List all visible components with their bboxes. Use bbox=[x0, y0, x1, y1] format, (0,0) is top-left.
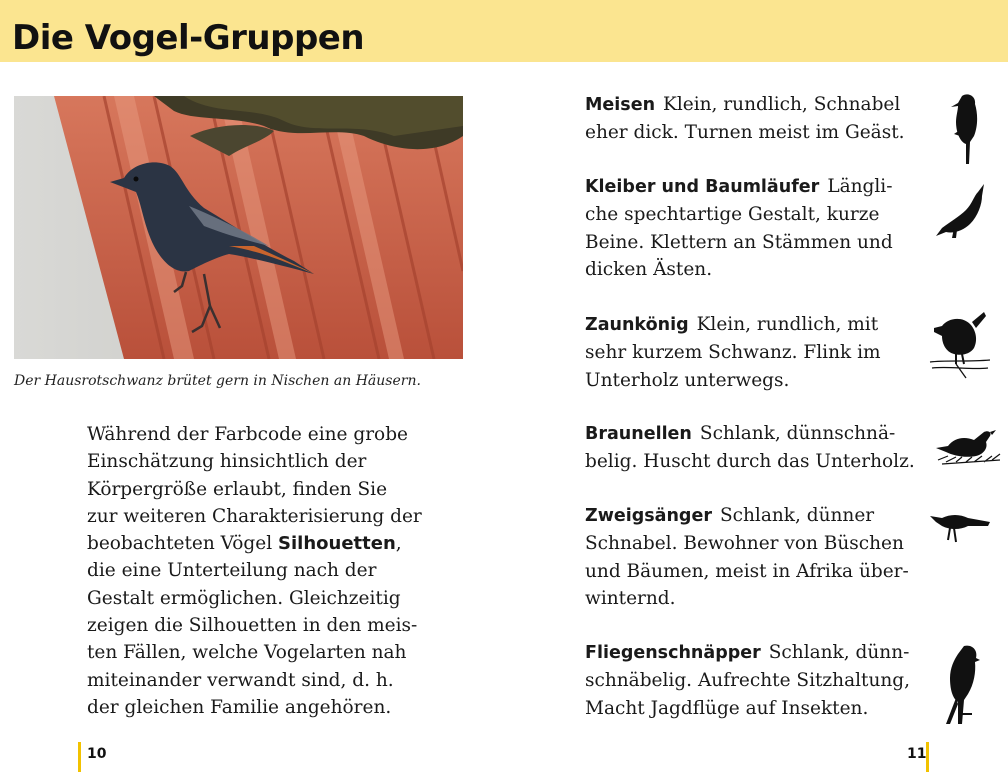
group-zweigsaenger: Zweigsänger Schlank, dünner Schnabel. Bewohner von Büschen und Bäumen, meist in Afrika über- winternd. bbox=[585, 505, 909, 609]
folio-bar-right bbox=[926, 742, 929, 772]
warbler-silhouette-icon bbox=[928, 508, 992, 544]
group-name: Zaunkönig bbox=[585, 315, 689, 335]
folio-bar-left bbox=[78, 742, 81, 772]
emphasis-silhouetten: Silhouetten bbox=[278, 533, 396, 555]
text-line: ten Fällen, welche Vogelarten nah bbox=[87, 642, 407, 664]
text-line: die eine Unterteilung nach der bbox=[87, 560, 377, 582]
group-name: Zweigsänger bbox=[585, 506, 712, 526]
tit-silhouette-icon bbox=[948, 92, 982, 166]
text-line: zur weiteren Charakterisierung der bbox=[87, 505, 422, 527]
group-braunellen: Braunellen Schlank, dünnschnä- belig. Huscht durch das Unterholz. bbox=[585, 423, 915, 473]
text-line: Während der Farbcode eine grobe bbox=[87, 424, 408, 445]
group-meisen: Meisen Klein, rundlich, Schnabel eher dick. Turnen meist im Geäst. bbox=[585, 94, 905, 144]
group-name: Braunellen bbox=[585, 424, 692, 444]
text-line: miteinander verwandt sind, d. h. bbox=[87, 669, 394, 691]
group-fliegenschnaepper: Fliegenschnäpper Schlank, dünn- schnäbelig. Aufrechte Sitzhaltung, Macht Jagdflüge auf Insekten. bbox=[585, 642, 911, 719]
text-line: Gestalt ermöglichen. Gleichzeitig bbox=[87, 587, 401, 609]
text-line: Einschätzung hinsichtlich der bbox=[87, 451, 367, 473]
flycatcher-silhouette-icon bbox=[942, 644, 982, 728]
group-kleiber: Kleiber und Baumläufer Längli- che spechtartige Gestalt, kurze Beine. Klettern an Stämmen und dicken Ästen. bbox=[585, 176, 893, 280]
page-title: Die Vogel-Gruppen bbox=[12, 18, 365, 58]
dunnock-silhouette-icon bbox=[934, 424, 1004, 468]
group-zaunkoenig: Zaunkönig Klein, rundlich, mit sehr kurzem Schwanz. Flink im Unterholz unterwegs. bbox=[585, 314, 881, 391]
nuthatch-silhouette-icon bbox=[934, 182, 992, 240]
text-line: zeigen die Silhouetten in den meis- bbox=[87, 615, 418, 637]
group-name: Kleiber und Baumläufer bbox=[585, 177, 820, 197]
wren-silhouette-icon bbox=[926, 310, 994, 380]
group-name: Fliegenschnäpper bbox=[585, 643, 761, 663]
page-number-right: 11 bbox=[907, 746, 927, 762]
page-number-left: 10 bbox=[87, 746, 107, 762]
photo-caption: Der Hausrotschwanz brütet gern in Nischen an Häusern. bbox=[14, 373, 421, 389]
intro-paragraph bbox=[87, 421, 447, 721]
text-line: der gleichen Familie angehören. bbox=[87, 696, 392, 718]
group-name: Meisen bbox=[585, 95, 656, 115]
text-line: beobachteten Vögel Silhouetten, bbox=[87, 533, 402, 555]
text-line: Körpergröße erlaubt, finden Sie bbox=[87, 478, 388, 500]
bird-photo bbox=[14, 96, 463, 359]
